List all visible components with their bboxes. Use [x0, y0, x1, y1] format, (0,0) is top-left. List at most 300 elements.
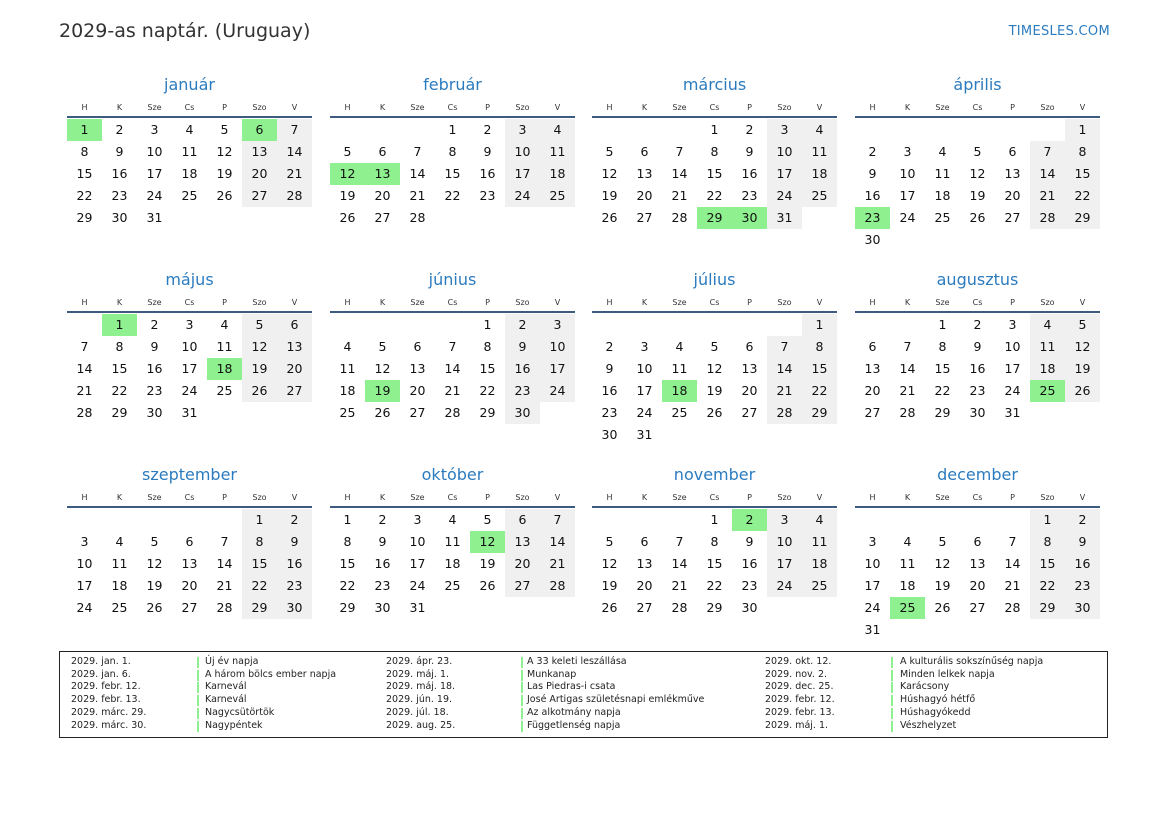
day-cell[interactable]: 15 — [242, 553, 277, 575]
day-cell[interactable]: 5 — [343, 144, 352, 159]
day-cell[interactable]: 21 — [540, 553, 575, 575]
day-cell[interactable]: 16 — [277, 553, 312, 575]
day-cell[interactable]: 21 — [409, 188, 426, 203]
day-cell[interactable]: 10 — [505, 141, 540, 163]
day-cell[interactable]: 29 — [706, 600, 723, 615]
day-cell[interactable]: 3 — [903, 144, 912, 159]
day-cell[interactable]: 7 — [220, 534, 229, 549]
day-cell[interactable]: 25 — [890, 597, 925, 619]
day-cell[interactable]: 29 — [339, 600, 356, 615]
day-cell[interactable]: 28 — [1004, 600, 1021, 615]
day-cell[interactable]: 8 — [938, 339, 947, 354]
day-cell[interactable]: 12 — [706, 361, 723, 376]
day-cell[interactable]: 25 — [111, 600, 128, 615]
day-cell[interactable]: 18 — [934, 188, 951, 203]
day-cell[interactable]: 4 — [903, 534, 912, 549]
day-cell[interactable]: 9 — [483, 144, 492, 159]
day-cell[interactable]: 11 — [216, 339, 233, 354]
day-cell[interactable]: 6 — [505, 509, 540, 531]
day-cell[interactable]: 7 — [413, 144, 422, 159]
day-cell[interactable]: 10 — [76, 556, 93, 571]
day-cell[interactable]: 4 — [802, 119, 837, 141]
day-cell[interactable]: 16 — [601, 383, 618, 398]
day-cell[interactable]: 19 — [1065, 358, 1100, 380]
day-cell[interactable]: 1 — [242, 509, 277, 531]
day-cell[interactable]: 17 — [767, 163, 802, 185]
day-cell[interactable]: 6 — [1008, 144, 1017, 159]
day-cell[interactable]: 14 — [540, 531, 575, 553]
day-cell[interactable]: 29 — [76, 210, 93, 225]
day-cell[interactable]: 5 — [938, 534, 947, 549]
day-cell[interactable]: 27 — [864, 405, 881, 420]
day-cell[interactable]: 20 — [1004, 188, 1021, 203]
day-cell[interactable]: 12 — [146, 556, 163, 571]
day-cell[interactable]: 6 — [378, 144, 387, 159]
day-cell[interactable]: 18 — [802, 553, 837, 575]
day-cell[interactable]: 24 — [146, 188, 163, 203]
day-cell[interactable]: 20 — [277, 358, 312, 380]
day-cell[interactable]: 5 — [973, 144, 982, 159]
day-cell[interactable]: 19 — [601, 578, 618, 593]
day-cell[interactable]: 8 — [343, 534, 352, 549]
day-cell[interactable]: 9 — [1065, 531, 1100, 553]
day-cell[interactable]: 25 — [181, 188, 198, 203]
day-cell[interactable]: 25 — [216, 383, 233, 398]
day-cell[interactable]: 4 — [448, 512, 457, 527]
day-cell[interactable]: 9 — [378, 534, 387, 549]
day-cell[interactable]: 17 — [1004, 361, 1021, 376]
day-cell[interactable]: 12 — [330, 163, 365, 185]
day-cell[interactable]: 17 — [636, 383, 653, 398]
day-cell[interactable]: 26 — [216, 188, 233, 203]
day-cell[interactable]: 20 — [409, 383, 426, 398]
day-cell[interactable]: 21 — [671, 188, 688, 203]
day-cell[interactable]: 28 — [76, 405, 93, 420]
day-cell[interactable]: 13 — [277, 336, 312, 358]
day-cell[interactable]: 24 — [899, 210, 916, 225]
day-cell[interactable]: 26 — [934, 600, 951, 615]
day-cell[interactable]: 29 — [934, 405, 951, 420]
day-cell[interactable]: 5 — [710, 339, 719, 354]
day-cell[interactable]: 18 — [540, 163, 575, 185]
day-cell[interactable]: 24 — [409, 578, 426, 593]
day-cell[interactable]: 8 — [710, 144, 719, 159]
day-cell[interactable]: 12 — [374, 361, 391, 376]
day-cell[interactable]: 8 — [448, 144, 457, 159]
day-cell[interactable]: 1 — [710, 122, 719, 137]
day-cell[interactable]: 28 — [540, 575, 575, 597]
day-cell[interactable]: 2 — [115, 122, 124, 137]
day-cell[interactable]: 28 — [409, 210, 426, 225]
day-cell[interactable]: 13 — [864, 361, 881, 376]
day-cell[interactable]: 30 — [741, 600, 758, 615]
day-cell[interactable]: 7 — [767, 336, 802, 358]
day-cell[interactable]: 10 — [767, 141, 802, 163]
day-cell[interactable]: 13 — [1004, 166, 1021, 181]
day-cell[interactable]: 27 — [636, 600, 653, 615]
day-cell[interactable]: 22 — [479, 383, 496, 398]
day-cell[interactable]: 27 — [741, 405, 758, 420]
day-cell[interactable]: 5 — [483, 512, 492, 527]
day-cell[interactable]: 18 — [1030, 358, 1065, 380]
day-cell[interactable]: 14 — [671, 166, 688, 181]
day-cell[interactable]: 27 — [409, 405, 426, 420]
day-cell[interactable]: 18 — [662, 380, 697, 402]
day-cell[interactable]: 28 — [1030, 207, 1065, 229]
day-cell[interactable]: 10 — [636, 361, 653, 376]
day-cell[interactable]: 25 — [934, 210, 951, 225]
day-cell[interactable]: 6 — [185, 534, 194, 549]
day-cell[interactable]: 26 — [706, 405, 723, 420]
day-cell[interactable]: 30 — [732, 207, 767, 229]
day-cell[interactable]: 14 — [277, 141, 312, 163]
day-cell[interactable]: 26 — [601, 210, 618, 225]
day-cell[interactable]: 22 — [802, 380, 837, 402]
day-cell[interactable]: 3 — [540, 314, 575, 336]
day-cell[interactable]: 22 — [444, 188, 461, 203]
day-cell[interactable]: 15 — [934, 361, 951, 376]
day-cell[interactable]: 2 — [605, 339, 614, 354]
day-cell[interactable]: 22 — [934, 383, 951, 398]
day-cell[interactable]: 12 — [470, 531, 505, 553]
site-link[interactable]: TIMESLES.COM — [1008, 24, 1110, 39]
day-cell[interactable]: 16 — [741, 166, 758, 181]
day-cell[interactable]: 8 — [1030, 531, 1065, 553]
day-cell[interactable]: 9 — [115, 144, 124, 159]
day-cell[interactable]: 1 — [710, 512, 719, 527]
day-cell[interactable]: 19 — [479, 556, 496, 571]
day-cell[interactable]: 30 — [111, 210, 128, 225]
day-cell[interactable]: 3 — [1008, 317, 1017, 332]
day-cell[interactable]: 18 — [339, 383, 356, 398]
day-cell[interactable]: 23 — [277, 575, 312, 597]
day-cell[interactable]: 23 — [479, 188, 496, 203]
day-cell[interactable]: 16 — [146, 361, 163, 376]
day-cell[interactable]: 14 — [409, 166, 426, 181]
day-cell[interactable]: 19 — [601, 188, 618, 203]
day-cell[interactable]: 13 — [969, 556, 986, 571]
day-cell[interactable]: 17 — [767, 553, 802, 575]
day-cell[interactable]: 28 — [671, 600, 688, 615]
day-cell[interactable]: 27 — [374, 210, 391, 225]
day-cell[interactable]: 28 — [444, 405, 461, 420]
day-cell[interactable]: 18 — [181, 166, 198, 181]
day-cell[interactable]: 17 — [409, 556, 426, 571]
day-cell[interactable]: 18 — [899, 578, 916, 593]
day-cell[interactable]: 16 — [1065, 553, 1100, 575]
day-cell[interactable]: 9 — [605, 361, 614, 376]
day-cell[interactable]: 23 — [741, 188, 758, 203]
day-cell[interactable]: 16 — [111, 166, 128, 181]
day-cell[interactable]: 9 — [505, 336, 540, 358]
day-cell[interactable]: 2 — [483, 122, 492, 137]
day-cell[interactable]: 15 — [479, 361, 496, 376]
day-cell[interactable]: 3 — [505, 119, 540, 141]
day-cell[interactable]: 8 — [80, 144, 89, 159]
day-cell[interactable]: 2 — [973, 317, 982, 332]
day-cell[interactable]: 29 — [697, 207, 732, 229]
day-cell[interactable]: 9 — [868, 166, 877, 181]
day-cell[interactable]: 30 — [864, 232, 881, 247]
day-cell[interactable]: 1 — [448, 122, 457, 137]
day-cell[interactable]: 11 — [181, 144, 198, 159]
day-cell[interactable]: 25 — [802, 185, 837, 207]
day-cell[interactable]: 4 — [185, 122, 194, 137]
day-cell[interactable]: 1 — [938, 317, 947, 332]
day-cell[interactable]: 23 — [1065, 575, 1100, 597]
day-cell[interactable]: 10 — [1004, 339, 1021, 354]
day-cell[interactable]: 23 — [741, 578, 758, 593]
day-cell[interactable]: 26 — [479, 578, 496, 593]
day-cell[interactable]: 22 — [1030, 575, 1065, 597]
day-cell[interactable]: 12 — [601, 166, 618, 181]
day-cell[interactable]: 19 — [242, 358, 277, 380]
day-cell[interactable]: 15 — [76, 166, 93, 181]
day-cell[interactable]: 11 — [444, 534, 461, 549]
day-cell[interactable]: 4 — [802, 509, 837, 531]
day-cell[interactable]: 21 — [277, 163, 312, 185]
day-cell[interactable]: 20 — [636, 188, 653, 203]
day-cell[interactable]: 15 — [706, 166, 723, 181]
day-cell[interactable]: 18 — [207, 358, 242, 380]
day-cell[interactable]: 26 — [1065, 380, 1100, 402]
day-cell[interactable]: 1 — [483, 317, 492, 332]
day-cell[interactable]: 12 — [216, 144, 233, 159]
day-cell[interactable]: 21 — [899, 383, 916, 398]
day-cell[interactable]: 13 — [741, 361, 758, 376]
day-cell[interactable]: 2 — [378, 512, 387, 527]
day-cell[interactable]: 8 — [242, 531, 277, 553]
day-cell[interactable]: 31 — [409, 600, 426, 615]
day-cell[interactable]: 19 — [969, 188, 986, 203]
day-cell[interactable]: 6 — [640, 534, 649, 549]
day-cell[interactable]: 30 — [374, 600, 391, 615]
day-cell[interactable]: 15 — [339, 556, 356, 571]
day-cell[interactable]: 31 — [146, 210, 163, 225]
day-cell[interactable]: 2 — [505, 314, 540, 336]
day-cell[interactable]: 14 — [767, 358, 802, 380]
day-cell[interactable]: 7 — [1008, 534, 1017, 549]
day-cell[interactable]: 25 — [339, 405, 356, 420]
day-cell[interactable]: 7 — [448, 339, 457, 354]
day-cell[interactable]: 11 — [934, 166, 951, 181]
day-cell[interactable]: 16 — [374, 556, 391, 571]
day-cell[interactable]: 16 — [479, 166, 496, 181]
day-cell[interactable]: 11 — [111, 556, 128, 571]
day-cell[interactable]: 11 — [1030, 336, 1065, 358]
day-cell[interactable]: 16 — [864, 188, 881, 203]
day-cell[interactable]: 21 — [767, 380, 802, 402]
day-cell[interactable]: 1 — [1065, 119, 1100, 141]
day-cell[interactable]: 10 — [146, 144, 163, 159]
day-cell[interactable]: 2 — [732, 509, 767, 531]
day-cell[interactable]: 20 — [181, 578, 198, 593]
day-cell[interactable]: 21 — [1004, 578, 1021, 593]
day-cell[interactable]: 13 — [365, 163, 400, 185]
day-cell[interactable]: 24 — [864, 600, 881, 615]
day-cell[interactable]: 6 — [745, 339, 754, 354]
day-cell[interactable]: 9 — [745, 534, 754, 549]
day-cell[interactable]: 26 — [339, 210, 356, 225]
day-cell[interactable]: 19 — [339, 188, 356, 203]
day-cell[interactable]: 10 — [540, 336, 575, 358]
day-cell[interactable]: 9 — [973, 339, 982, 354]
day-cell[interactable]: 9 — [277, 531, 312, 553]
day-cell[interactable]: 24 — [767, 575, 802, 597]
day-cell[interactable]: 2 — [868, 144, 877, 159]
day-cell[interactable]: 22 — [111, 383, 128, 398]
day-cell[interactable]: 5 — [605, 534, 614, 549]
day-cell[interactable]: 3 — [767, 119, 802, 141]
day-cell[interactable]: 12 — [242, 336, 277, 358]
day-cell[interactable]: 20 — [969, 578, 986, 593]
day-cell[interactable]: 23 — [111, 188, 128, 203]
day-cell[interactable]: 15 — [1065, 163, 1100, 185]
day-cell[interactable]: 24 — [76, 600, 93, 615]
day-cell[interactable]: 8 — [710, 534, 719, 549]
day-cell[interactable]: 7 — [540, 509, 575, 531]
day-cell[interactable]: 19 — [934, 578, 951, 593]
day-cell[interactable]: 14 — [216, 556, 233, 571]
day-cell[interactable]: 4 — [220, 317, 229, 332]
day-cell[interactable]: 15 — [802, 358, 837, 380]
day-cell[interactable]: 11 — [802, 141, 837, 163]
day-cell[interactable]: 6 — [868, 339, 877, 354]
day-cell[interactable]: 3 — [640, 339, 649, 354]
day-cell[interactable]: 13 — [242, 141, 277, 163]
day-cell[interactable]: 17 — [76, 578, 93, 593]
day-cell[interactable]: 26 — [242, 380, 277, 402]
day-cell[interactable]: 31 — [1004, 405, 1021, 420]
day-cell[interactable]: 13 — [181, 556, 198, 571]
day-cell[interactable]: 30 — [277, 597, 312, 619]
day-cell[interactable]: 4 — [1030, 314, 1065, 336]
day-cell[interactable]: 24 — [505, 185, 540, 207]
day-cell[interactable]: 10 — [409, 534, 426, 549]
day-cell[interactable]: 26 — [601, 600, 618, 615]
day-cell[interactable]: 6 — [242, 119, 277, 141]
day-cell[interactable]: 27 — [636, 210, 653, 225]
day-cell[interactable]: 9 — [745, 144, 754, 159]
day-cell[interactable]: 21 — [216, 578, 233, 593]
day-cell[interactable]: 8 — [115, 339, 124, 354]
day-cell[interactable]: 12 — [601, 556, 618, 571]
day-cell[interactable]: 3 — [185, 317, 194, 332]
day-cell[interactable]: 28 — [277, 185, 312, 207]
day-cell[interactable]: 5 — [605, 144, 614, 159]
day-cell[interactable]: 2 — [277, 509, 312, 531]
day-cell[interactable]: 2 — [1065, 509, 1100, 531]
day-cell[interactable]: 2 — [745, 122, 754, 137]
day-cell[interactable]: 23 — [146, 383, 163, 398]
day-cell[interactable]: 17 — [181, 361, 198, 376]
day-cell[interactable]: 22 — [1065, 185, 1100, 207]
day-cell[interactable]: 21 — [671, 578, 688, 593]
day-cell[interactable]: 27 — [1004, 210, 1021, 225]
day-cell[interactable]: 22 — [339, 578, 356, 593]
day-cell[interactable]: 8 — [802, 336, 837, 358]
day-cell[interactable]: 21 — [444, 383, 461, 398]
day-cell[interactable]: 14 — [76, 361, 93, 376]
day-cell[interactable]: 20 — [636, 578, 653, 593]
day-cell[interactable]: 7 — [675, 534, 684, 549]
day-cell[interactable]: 17 — [505, 163, 540, 185]
day-cell[interactable]: 5 — [242, 314, 277, 336]
day-cell[interactable]: 22 — [706, 188, 723, 203]
day-cell[interactable]: 26 — [969, 210, 986, 225]
day-cell[interactable]: 25 — [1030, 380, 1065, 402]
day-cell[interactable]: 30 — [969, 405, 986, 420]
day-cell[interactable]: 25 — [540, 185, 575, 207]
day-cell[interactable]: 4 — [938, 144, 947, 159]
day-cell[interactable]: 6 — [277, 314, 312, 336]
day-cell[interactable]: 12 — [934, 556, 951, 571]
day-cell[interactable]: 31 — [767, 207, 802, 229]
day-cell[interactable]: 7 — [675, 144, 684, 159]
day-cell[interactable]: 12 — [1065, 336, 1100, 358]
day-cell[interactable]: 18 — [111, 578, 128, 593]
day-cell[interactable]: 8 — [483, 339, 492, 354]
day-cell[interactable]: 5 — [378, 339, 387, 354]
day-cell[interactable]: 4 — [115, 534, 124, 549]
day-cell[interactable]: 1 — [102, 314, 137, 336]
day-cell[interactable]: 1 — [1030, 509, 1065, 531]
day-cell[interactable]: 29 — [802, 402, 837, 424]
day-cell[interactable]: 20 — [374, 188, 391, 203]
day-cell[interactable]: 5 — [220, 122, 229, 137]
day-cell[interactable]: 1 — [67, 119, 102, 141]
day-cell[interactable]: 24 — [1004, 383, 1021, 398]
day-cell[interactable]: 16 — [969, 361, 986, 376]
day-cell[interactable]: 27 — [969, 600, 986, 615]
day-cell[interactable]: 25 — [802, 575, 837, 597]
day-cell[interactable]: 9 — [150, 339, 159, 354]
day-cell[interactable]: 7 — [1030, 141, 1065, 163]
day-cell[interactable]: 28 — [767, 402, 802, 424]
day-cell[interactable]: 29 — [479, 405, 496, 420]
day-cell[interactable]: 25 — [671, 405, 688, 420]
day-cell[interactable]: 21 — [76, 383, 93, 398]
day-cell[interactable]: 3 — [767, 509, 802, 531]
day-cell[interactable]: 11 — [540, 141, 575, 163]
day-cell[interactable]: 20 — [242, 163, 277, 185]
day-cell[interactable]: 1 — [343, 512, 352, 527]
day-cell[interactable]: 16 — [741, 556, 758, 571]
day-cell[interactable]: 3 — [413, 512, 422, 527]
day-cell[interactable]: 26 — [374, 405, 391, 420]
day-cell[interactable]: 13 — [505, 531, 540, 553]
day-cell[interactable]: 28 — [216, 600, 233, 615]
day-cell[interactable]: 7 — [80, 339, 89, 354]
day-cell[interactable]: 14 — [1004, 556, 1021, 571]
day-cell[interactable]: 23 — [374, 578, 391, 593]
day-cell[interactable]: 11 — [671, 361, 688, 376]
day-cell[interactable]: 14 — [444, 361, 461, 376]
day-cell[interactable]: 15 — [706, 556, 723, 571]
day-cell[interactable]: 23 — [505, 380, 540, 402]
day-cell[interactable]: 17 — [146, 166, 163, 181]
day-cell[interactable]: 7 — [277, 119, 312, 141]
day-cell[interactable]: 20 — [864, 383, 881, 398]
day-cell[interactable]: 28 — [671, 210, 688, 225]
day-cell[interactable]: 24 — [636, 405, 653, 420]
day-cell[interactable]: 13 — [409, 361, 426, 376]
day-cell[interactable]: 26 — [146, 600, 163, 615]
day-cell[interactable]: 28 — [899, 405, 916, 420]
day-cell[interactable]: 31 — [864, 622, 881, 637]
day-cell[interactable]: 19 — [706, 383, 723, 398]
day-cell[interactable]: 3 — [80, 534, 89, 549]
